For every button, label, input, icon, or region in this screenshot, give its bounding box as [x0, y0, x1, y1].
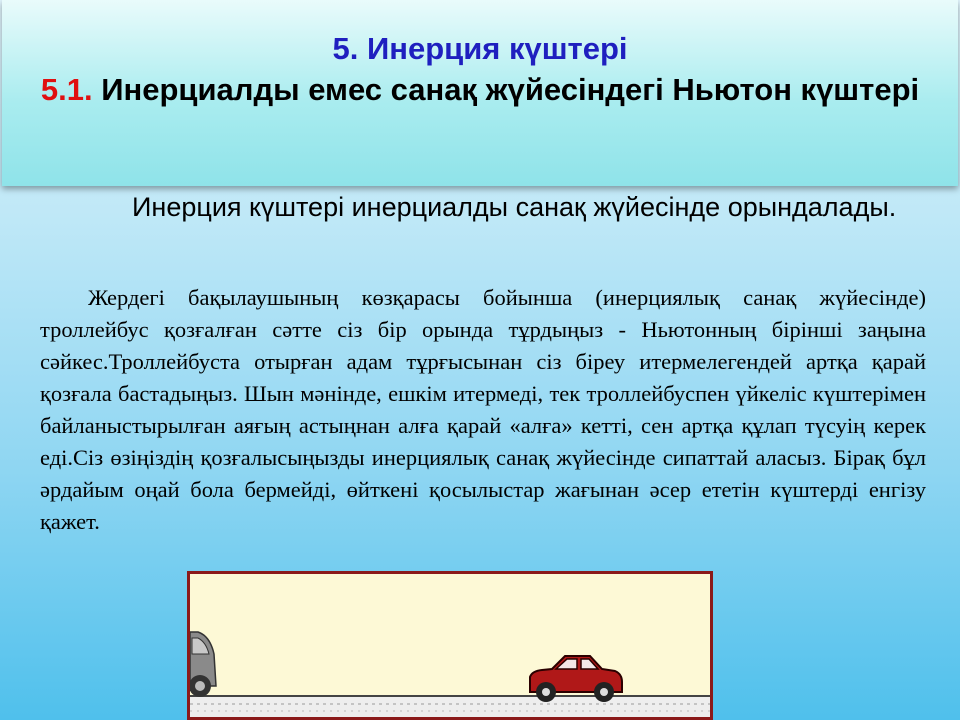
road	[190, 696, 710, 717]
car-illustration	[190, 574, 710, 717]
subtitle-number: 5.1.	[40, 72, 93, 107]
trolleybus	[190, 632, 216, 697]
title-banner	[2, 0, 958, 186]
subtitle-text: Инерциалды емес санақ жүйесіндегі Ньютон күштері	[101, 72, 920, 107]
body-paragraph: Жердегі бақылаушының көзқарасы бойынша (инерциялық санақ жүйесінде) троллейбус қозғалған сәтте сіз бір орында тұрдыңыз - Ньютонның бірінші заңына сәйкес.Троллейбуста отырған адам тұрғысынан сіз біреу итермелегендей артқа қарай қозғала бастадыңыз. Шын мәнінде, ешкім итермеді, тек троллейбуспен үйкеліс күштерімен байланыстырылған аяғың астыңнан алға қарай «алға» кетті, сен артқа құлап түсуің керек еді.Сіз өзіңіздің қозғалысыңызды инерциялық санақ жүйесінде сипаттай аласыз. Бірақ бұл әрдайым оңай бола бермейді, өйткені қосылыстар жағынан әсер ететін күштерді енгізу қажет.	[40, 285, 926, 534]
slide-subtitle	[2, 68, 958, 112]
car-illustration-frame	[187, 571, 713, 720]
intro-paragraph: Инерция күштері инерциалды санақ жүйесінде орындалады.	[132, 192, 897, 222]
slide-title: 5. Инерция күштері	[332, 31, 628, 66]
